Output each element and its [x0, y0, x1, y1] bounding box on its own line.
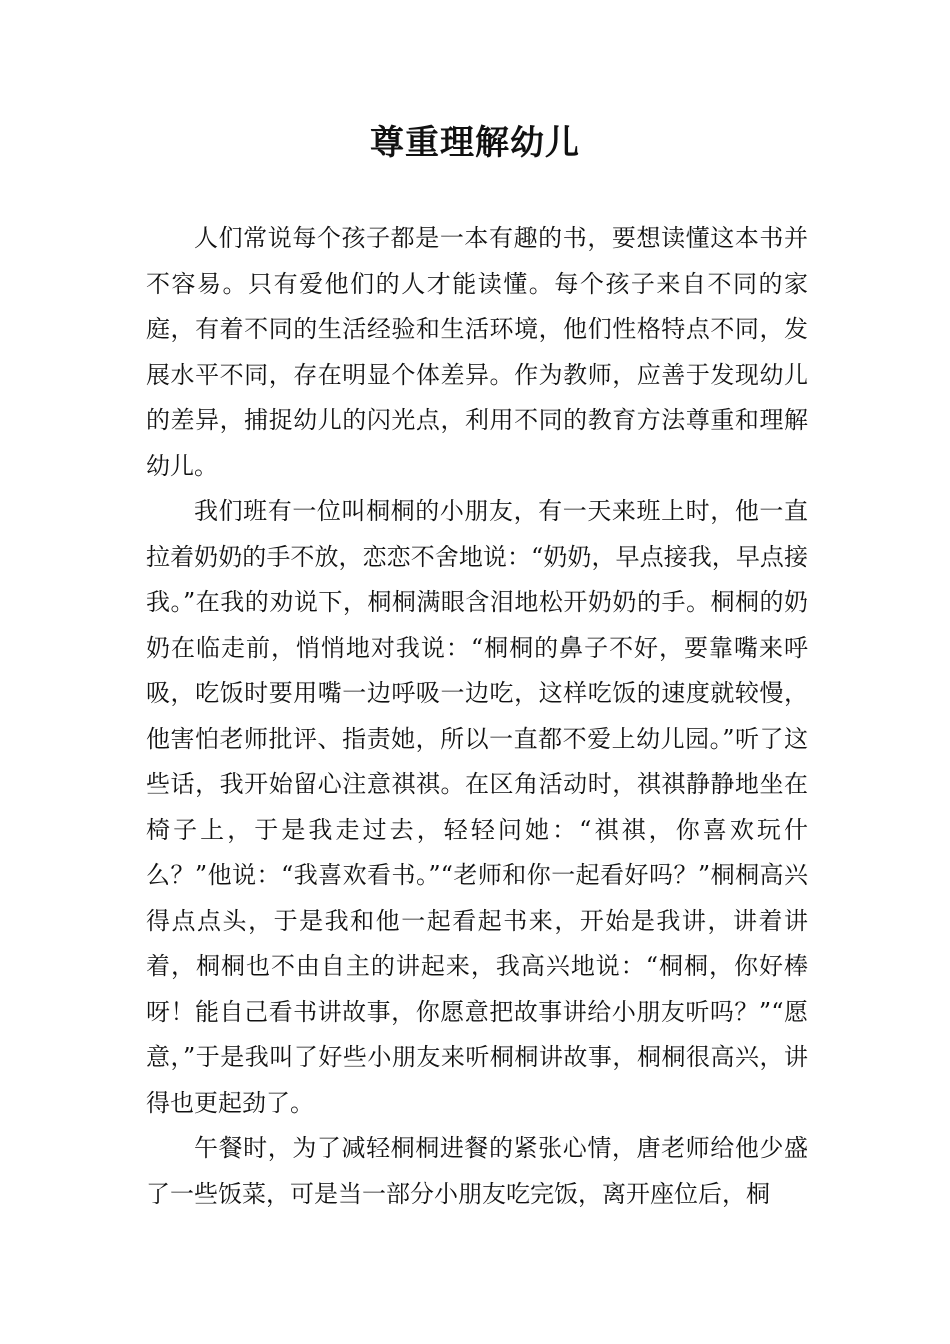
paragraph-3: 午餐时，为了减轻桐桐进餐的紧张心情，唐老师给他少盛了一些饭菜，可是当一部分小朋友吃完饭，离开座位后，桐 — [146, 1134, 808, 1208]
document-body — [146, 216, 808, 1217]
document-title: 尊重理解幼儿 — [370, 123, 580, 163]
paragraph-2: 我们班有一位叫桐桐的小朋友，有一天来班上时，他一直拉着奶奶的手不放，恋恋不舍地说：“奶奶，早点接我，早点接我。”在我的劝说下，桐桐满眼含泪地松开奶奶的手。桐桐的奶奶在临走前，悄悄地对我说：“桐桐的鼻子不好，要靠嘴来呼吸，吃饭时要用嘴一边呼吸一边吃，这样吃饭的速度就较慢，他害怕老师批评、指责她，所以一直都不爱上幼儿园。”听了这些话，我开始留心注意祺祺。在区角活动时，祺祺静静地坐在椅子上，于是我走过去，轻轻问她：“祺祺，你喜欢玩什么？”他说：“我喜欢看书。”“老师和你一起看好吗？”桐桐高兴得点点头，于是我和他一起看起书来，开始是我讲，讲着讲着，桐桐也不由自主的讲起来，我高兴地说：“桐桐，你好棒呀！能自己看书讲故事，你愿意把故事讲给小朋友听吗？”“愿意，”于是我叫了好些小朋友来听桐桐讲故事，桐桐很高兴，讲得也更起劲了。 — [146, 497, 808, 1117]
paragraph-1: 人们常说每个孩子都是一本有趣的书，要想读懂这本书并不容易。只有爱他们的人才能读懂。每个孩子来自不同的家庭，有着不同的生活经验和生活环境，他们性格特点不同，发展水平不同，存在明显个体差异。作为教师，应善于发现幼儿的差异，捕捉幼儿的闪光点，利用不同的教育方法尊重和理解幼儿。 — [146, 224, 808, 480]
